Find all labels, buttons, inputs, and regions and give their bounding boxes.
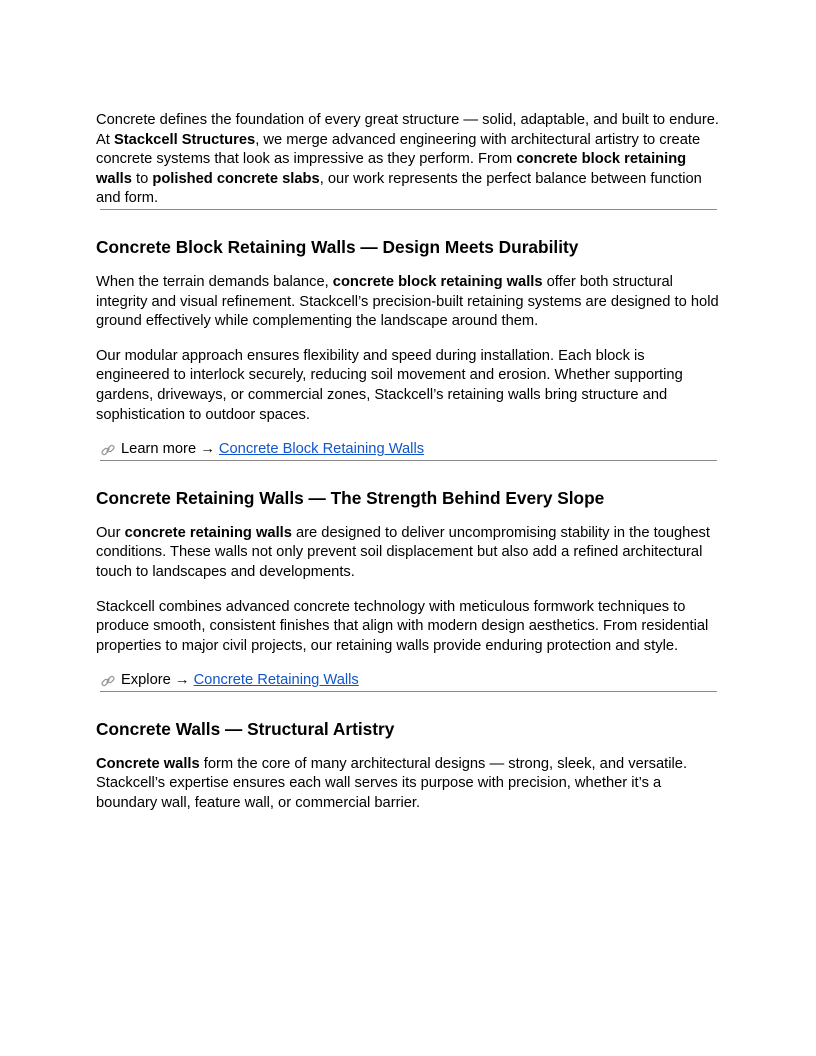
section2-link-line	[96, 671, 720, 691]
intro-text-4: , our work represents the perfect balance between function and form.	[96, 170, 702, 207]
intro-paragraph	[96, 111, 720, 209]
concrete-block-retaining-walls-link[interactable]: Concrete Block Retaining Walls	[218, 441, 425, 458]
section-heading-retaining-walls: Concrete Retaining Walls — The Strength Behind Every Slope	[96, 487, 605, 508]
section1-p1-text-2: offer both structural integrity and visual refinement. Stackcell’s precision-built retaining systems are designed to hold ground effectively while complementing the landscape around them.	[96, 273, 719, 330]
section1-p1-text-1: When the terrain demands balance,	[96, 273, 333, 290]
intro-text-3: to	[131, 170, 153, 187]
document-page	[96, 111, 720, 814]
section3-paragraph-1	[96, 755, 720, 814]
intro-bold-block-walls: concrete block retaining walls	[96, 151, 687, 187]
section-heading-block-retaining-walls: Concrete Block Retaining Walls — Design Meets Durability	[96, 236, 579, 257]
section2-p1-bold: concrete retaining walls	[124, 524, 292, 541]
intro-bold-slabs: polished concrete slabs	[152, 170, 320, 187]
section1-paragraph-1	[96, 273, 720, 332]
section1-paragraph-2: Our modular approach ensures flexibility and speed during installation. Each block is engineered to interlock securely, reducing soil movement and erosion. Whether supporting gardens, driveways, or commercial zones, Stackcell’s retaining walls bring structure and sophistication to outdoor spaces.	[96, 347, 683, 423]
section2-p1-text-2: are designed to deliver uncompromising stability in the toughest conditions. These walls not only prevent soil displacement but also add a refined architectural touch to landscapes and developments.	[96, 524, 710, 580]
intro-text-1: Concrete defines the foundation of every great structure — solid, adaptable, and built to endure. At	[96, 112, 719, 148]
link-icon	[100, 442, 116, 458]
intro-bold-company: Stackcell Structures	[113, 131, 256, 148]
concrete-retaining-walls-link[interactable]: Concrete Retaining Walls	[193, 672, 359, 689]
section1-link-prefix: Learn more →	[121, 441, 215, 458]
section-divider	[100, 691, 717, 692]
section2-paragraph-2: Stackcell combines advanced concrete technology with meticulous formwork techniques to produce smooth, consistent finishes that align with modern design aesthetics. From residential properties to major civil projects, our retaining walls provide enduring protection and style.	[96, 598, 709, 654]
section1-p1-bold: concrete block retaining walls	[332, 273, 543, 290]
section-divider	[100, 209, 717, 210]
intro-text-2: , we merge advanced engineering with architectural artistry to create concrete systems that look as impressive as they perform. From	[96, 131, 701, 168]
section-divider	[100, 460, 717, 461]
section3-p1-bold: Concrete walls	[96, 755, 200, 772]
section1-link-line	[96, 440, 720, 460]
link-icon	[100, 673, 116, 689]
section2-paragraph-1	[96, 524, 720, 583]
section-heading-concrete-walls: Concrete Walls — Structural Artistry	[96, 718, 395, 739]
section2-link-prefix: Explore →	[121, 672, 190, 689]
section3-p1-text-1: form the core of many architectural designs — strong, sleek, and versatile. Stackcell’s expertise ensures each wall serves its purpose with precision, whether it’s a boundary wall, feature wall, or commercial barrier.	[96, 755, 688, 812]
section2-p1-text-1: Our	[96, 524, 125, 541]
